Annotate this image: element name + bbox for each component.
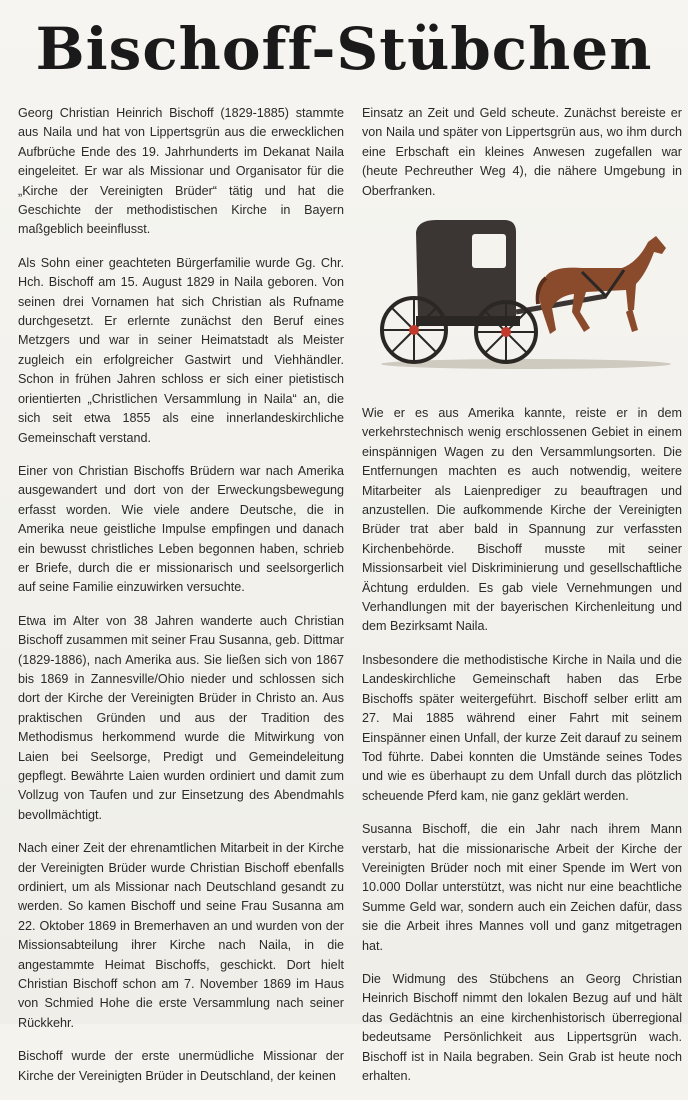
paragraph: Bischoff wurde der erste unermüdliche Missionar der Kirche der Vereinigten Brüder in Deutschland, der keinen — [18, 1049, 344, 1083]
left-column — [18, 104, 344, 1086]
paragraph: Die Widmung des Stübchens an Georg Christian Heinrich Bischoff nimmt den lokalen Bezug auf und hält das Gedächtnis an eine kirchenhistorisch überregional bedeutsame Persönlichkeit aus Lippertsgrün wach. Bischoff ist in Naila begraben. Sein Grab ist heute noch erhalten. — [362, 971, 682, 1083]
paragraph: Insbesondere die methodistische Kirche in Naila und die Landeskirchliche Gemeinschaft haben das Erbe Bischoffs später weitergeführt. Bischoff selber erlitt am 27. Mai 1885 während einer Fahrt mit seinem Einspänner einen Unfall, der kurze Zeit darauf zu seinem Tod führte. Dabei konnten die Umstände seines Todes und wie es überhaupt zu dem Unfall durch das plötzlich scheuende Pferd kam, nie ganz geklärt werden. — [362, 652, 682, 803]
paragraph: Etwa im Alter von 38 Jahren wanderte auch Christian Bischoff zusammen mit seiner Frau Susanna, geb. Dittmar (1829-1886), nach Amerika aus. Sie ließen sich von 1867 bis 1869 in Zannesville/Ohio nieder und schlossen sich dort der Kirche der Vereinigten Brüder in Christo an. Aus praktischen Gründen und aus der Tradition des Methodismus herkommend wurde die Mitwirkung von Laien bei Seelsorge, Predigt und Gemeindeleitung gepflegt. Bewährte Laien wurden ordiniert und damit zum Vollzug von Taufen und zur Einsetzung des Abendmahls bevollmächtigt. — [18, 613, 344, 822]
paragraph: Susanna Bischoff, die ein Jahr nach ihrem Mann verstarb, hat die missionarische Arbeit der Kirche der Vereinigten Brüder noch mit einer Spende im Wert von 10.000 Dollar unterstützt, was nicht nur eine beachtliche Summe Geld war, sondern auch ein Zeichen dafür, dass sie die Arbeit ihres Mannes voll und ganz mitgetragen hat. — [362, 822, 682, 953]
poster-title: Bischoff-Stübchen — [35, 15, 653, 83]
paragraph: Als Sohn einer geachteten Bürgerfamilie wurde Gg. Chr. Hch. Bischoff am 15. August 1829 in Naila geboren. Von seinen drei Vornamen hat sich Christian als Rufname durchgesetzt. Er erlernte zunächst den Beruf eines Metzgers und war in seiner Heimatstadt als Meister zugleich ein erfolgreicher Gastwirt und Viehhändler. Schon in frühen Jahren schloss er sich einer pietistisch orientierten „Christlichen Versammlung in Naila“ an, die sich seit etwa 1855 als eine innerlandeskirchliche Gemeinschaft verstand. — [18, 255, 344, 445]
carriage-shaft — [516, 296, 606, 312]
right-column — [362, 404, 682, 1100]
carriage-window — [472, 234, 506, 268]
horse — [538, 236, 666, 334]
right-column-top — [362, 104, 682, 201]
paragraph: Georg Christian Heinrich Bischoff (1829-1885) stammte aus Naila und hat von Lippertsgrün aus die erwecklichen Aufbrüche Ende des 19. Jahrhunderts im Dekanat Naila eingeleitet. Er war als Missionar und Organisator für die „Kirche der Vereinigten Brüder“ tätig und hat die Geschichte der methodistischen Kirche in Bayern maßgeblich beeinflusst. — [18, 106, 344, 237]
carriage-trim — [416, 316, 520, 326]
paragraph: Wie er es aus Amerika kannte, reiste er in dem verkehrstechnisch wenig erschlossenen Gebiet in einem einspännigen Wagen zu den Versammlungsorten. Die Entfernungen machten es auch notwendig, weitere Mitarbeiter als Laienprediger zu beauftragen und anzustellen. Die aufkommende Kirche der Vereinigten Brüder trat aber bald in Spannung zur verfassten Kirchenbehörde. Bischoff musste mit seiner Missionsarbeit viel Diskriminierung und gesellschaftliche Ächtung erdulden. Es gab viele Vernehmungen und Verhandlungen mit der bayerischen Kirchenleitung und dem Bezirksamt Naila. — [362, 406, 682, 634]
paragraph: Nach einer Zeit der ehrenamtlichen Mitarbeit in der Kirche der Vereinigten Brüder wurde Christian Bischoff ebenfalls ordiniert, um als Missionar nach Deutschland gesandt zu werden. So kamen Bischoff und seine Frau Susanna am 22. Oktober 1869 in Bremerhaven an und wurden von der Missionsabteilung ihrer Kirche nach Naila, in die angestammte Heimat Bischoffs, geschickt. Dort hielt Christian Bischoff schon am 7. November 1869 im Haus von Schmied Hohe die erste Versammlung nach seiner Rückkehr. — [18, 841, 344, 1030]
horse-carriage-illustration — [376, 212, 672, 382]
rear-wheel — [382, 298, 446, 362]
paragraph: Einer von Christian Bischoffs Brüdern war nach Amerika ausgewandert und dort von der Erweckungsbewegung erfasst worden. Wie viele andere Deutsche, die in Amerika neue geistliche Impulse empfingen und danach ein bewusst christliches Leben begonnen haben, schrieb er Briefe, durch die er missionarisch und seelsorgerlich auf seine Familie einzuwirken versuchte. — [18, 463, 344, 595]
paragraph: Einsatz an Zeit und Geld scheute. Zunächst bereiste er von Naila und später von Lippertsgrün aus, wo ihm durch eine Erbschaft ein kleines Anwesen zugefallen war (heute Pechreuther Weg 4), die nähere Umgebung in Oberfranken. — [362, 106, 682, 198]
front-wheel — [476, 302, 536, 362]
